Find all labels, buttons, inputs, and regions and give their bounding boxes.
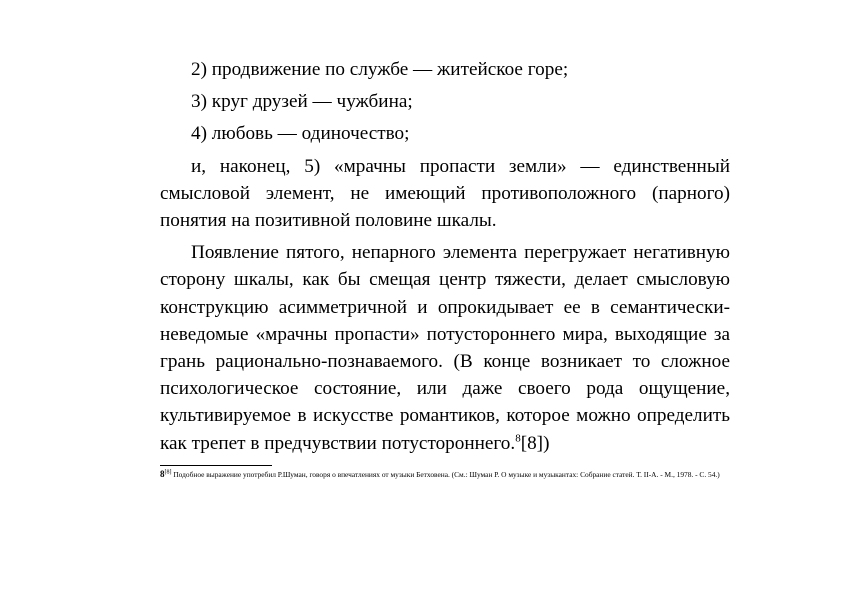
- footnote-marker[interactable]: 8: [515, 432, 521, 445]
- list-item-2: 2) продвижение по службе — житейское горе;: [191, 59, 569, 80]
- list-item-5: и, наконец, 5) «мрачны пропасти земли» — единственный смысловой элемент, не имеющий противоположного (парного) понятия на позитивной половине шкалы.: [160, 155, 730, 232]
- footnote-text: Подобное выражение употребил Р.Шуман, говоря о впечатлениях от музыки Бетховена. (См.: Шуман Р. О музыке и музыкантах: Собрание статей. Т. II-А. - М., 1978. - С. 54.): [171, 469, 720, 479]
- document-page: [160, 56, 730, 480]
- footnote-number: 8: [160, 468, 165, 479]
- footnote-ref: [8]: [164, 469, 172, 476]
- body-paragraph-tail: [8]): [520, 432, 550, 454]
- footnote-separator: [160, 465, 272, 466]
- list-item-3: 3) круг друзей — чужбина;: [191, 91, 413, 113]
- list-item-4: 4) любовь — одиночество;: [191, 123, 410, 145]
- footnote: [160, 469, 730, 480]
- body-paragraph: [160, 239, 730, 457]
- body-paragraph-text: Появление пятого, непарного элемента перегружает негативную сторону шкалы, как бы смещая центр тяжести, делает смысловую конструкцию асимметричной и опрокидывает ее в семантически-неведомые «мрачны пропасти» потустороннего мира, выходящие за грань рационально-познаваемого. (В конце возникает то сложное психологическое состояние, или даже своего рода ощущение, культивируемое в искусстве романтиков, которое можно определить как трепет в предчувствии потустороннего.: [160, 242, 730, 454]
